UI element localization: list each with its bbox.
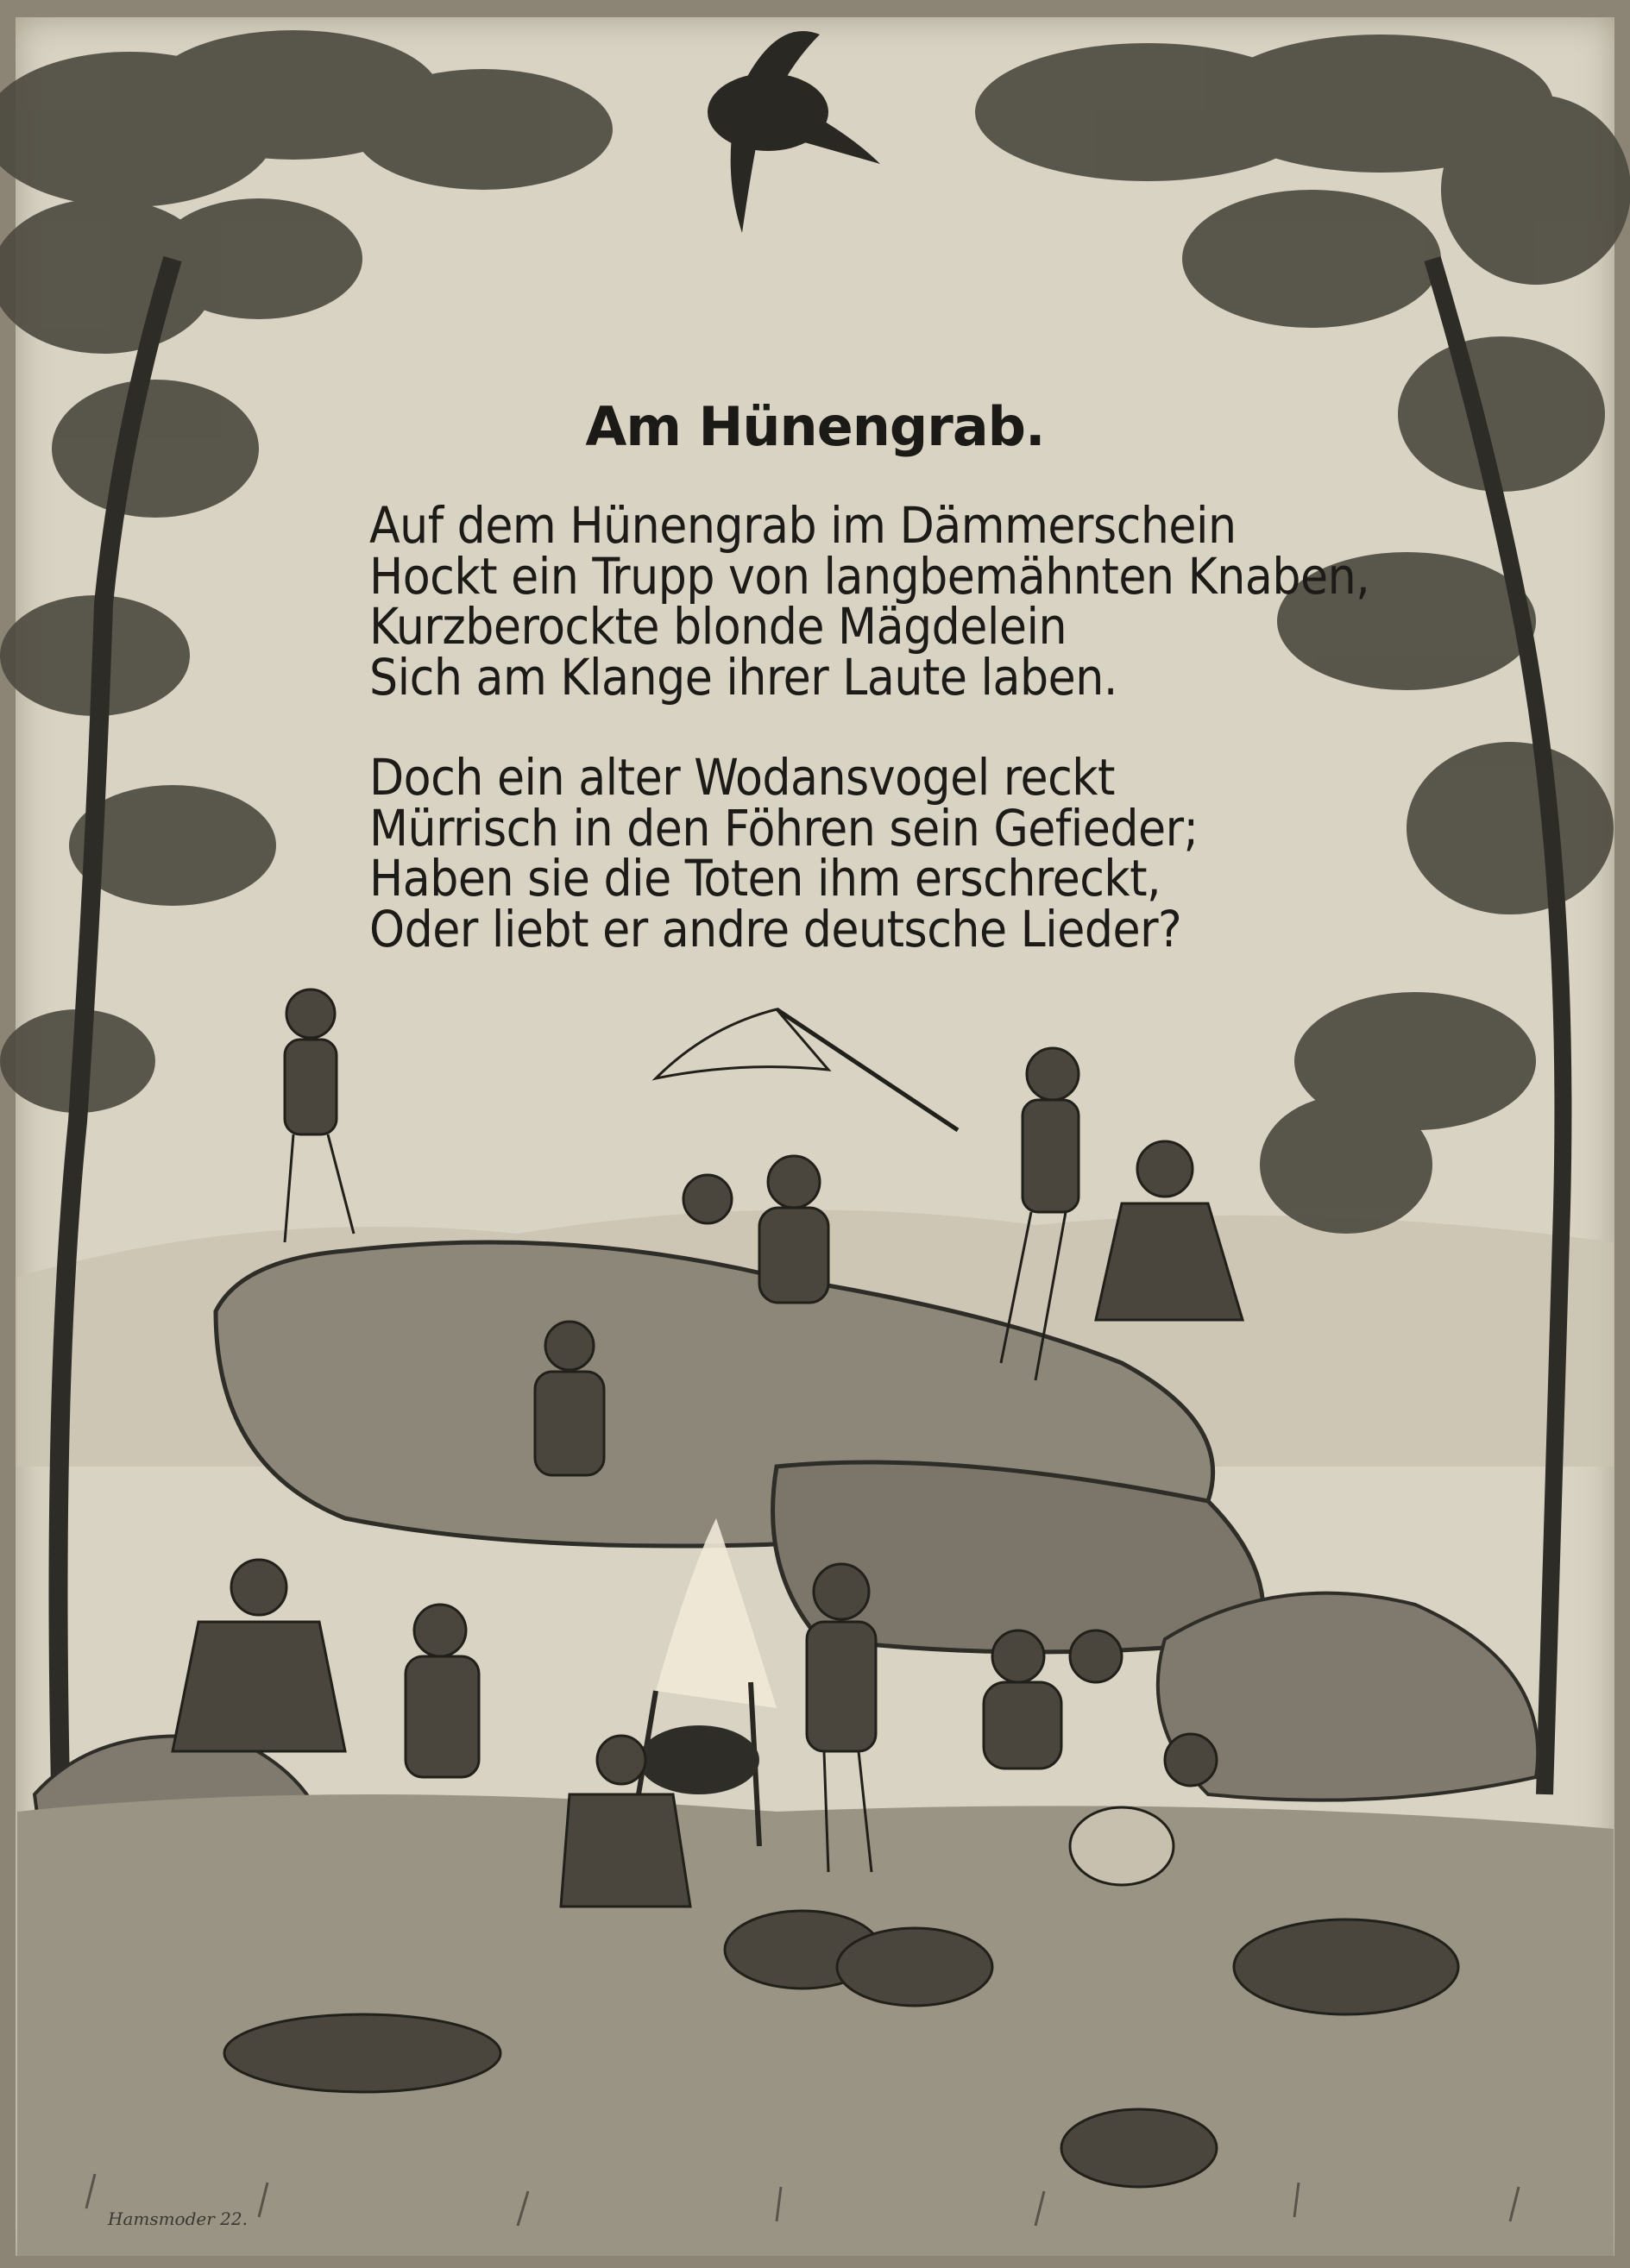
- meadow-ground: [17, 1794, 1614, 2256]
- poem-title: Am Hünengrab.: [585, 395, 1045, 458]
- poem-line: Oder liebt er andre deutsche Lieder?: [369, 899, 1182, 958]
- poem-line: Auf dem Hünengrab im Dämmerschein: [369, 496, 1237, 555]
- poem-line: Sich am Klange ihrer Laute laben.: [369, 647, 1117, 707]
- poem-line: Hockt ein Trupp von langbemähnten Knaben,: [369, 546, 1370, 606]
- poem-line: Doch ein alter Wodansvogel reckt: [369, 748, 1115, 807]
- poem-line: Haben sie die Toten ihm erschreckt,: [369, 849, 1161, 908]
- raven-wodansvogel: [708, 31, 880, 233]
- poem-stanza-1: [369, 496, 1370, 707]
- poem-line: Kurzberockte blonde Mägdelein: [369, 597, 1067, 656]
- poem-stanza-2: [369, 748, 1370, 958]
- artist-signature: Hamsmoder 22.: [108, 2208, 248, 2229]
- poem-line: Mürrisch in den Föhren sein Gefieder;: [369, 798, 1199, 858]
- poem-body: [369, 496, 1370, 1004]
